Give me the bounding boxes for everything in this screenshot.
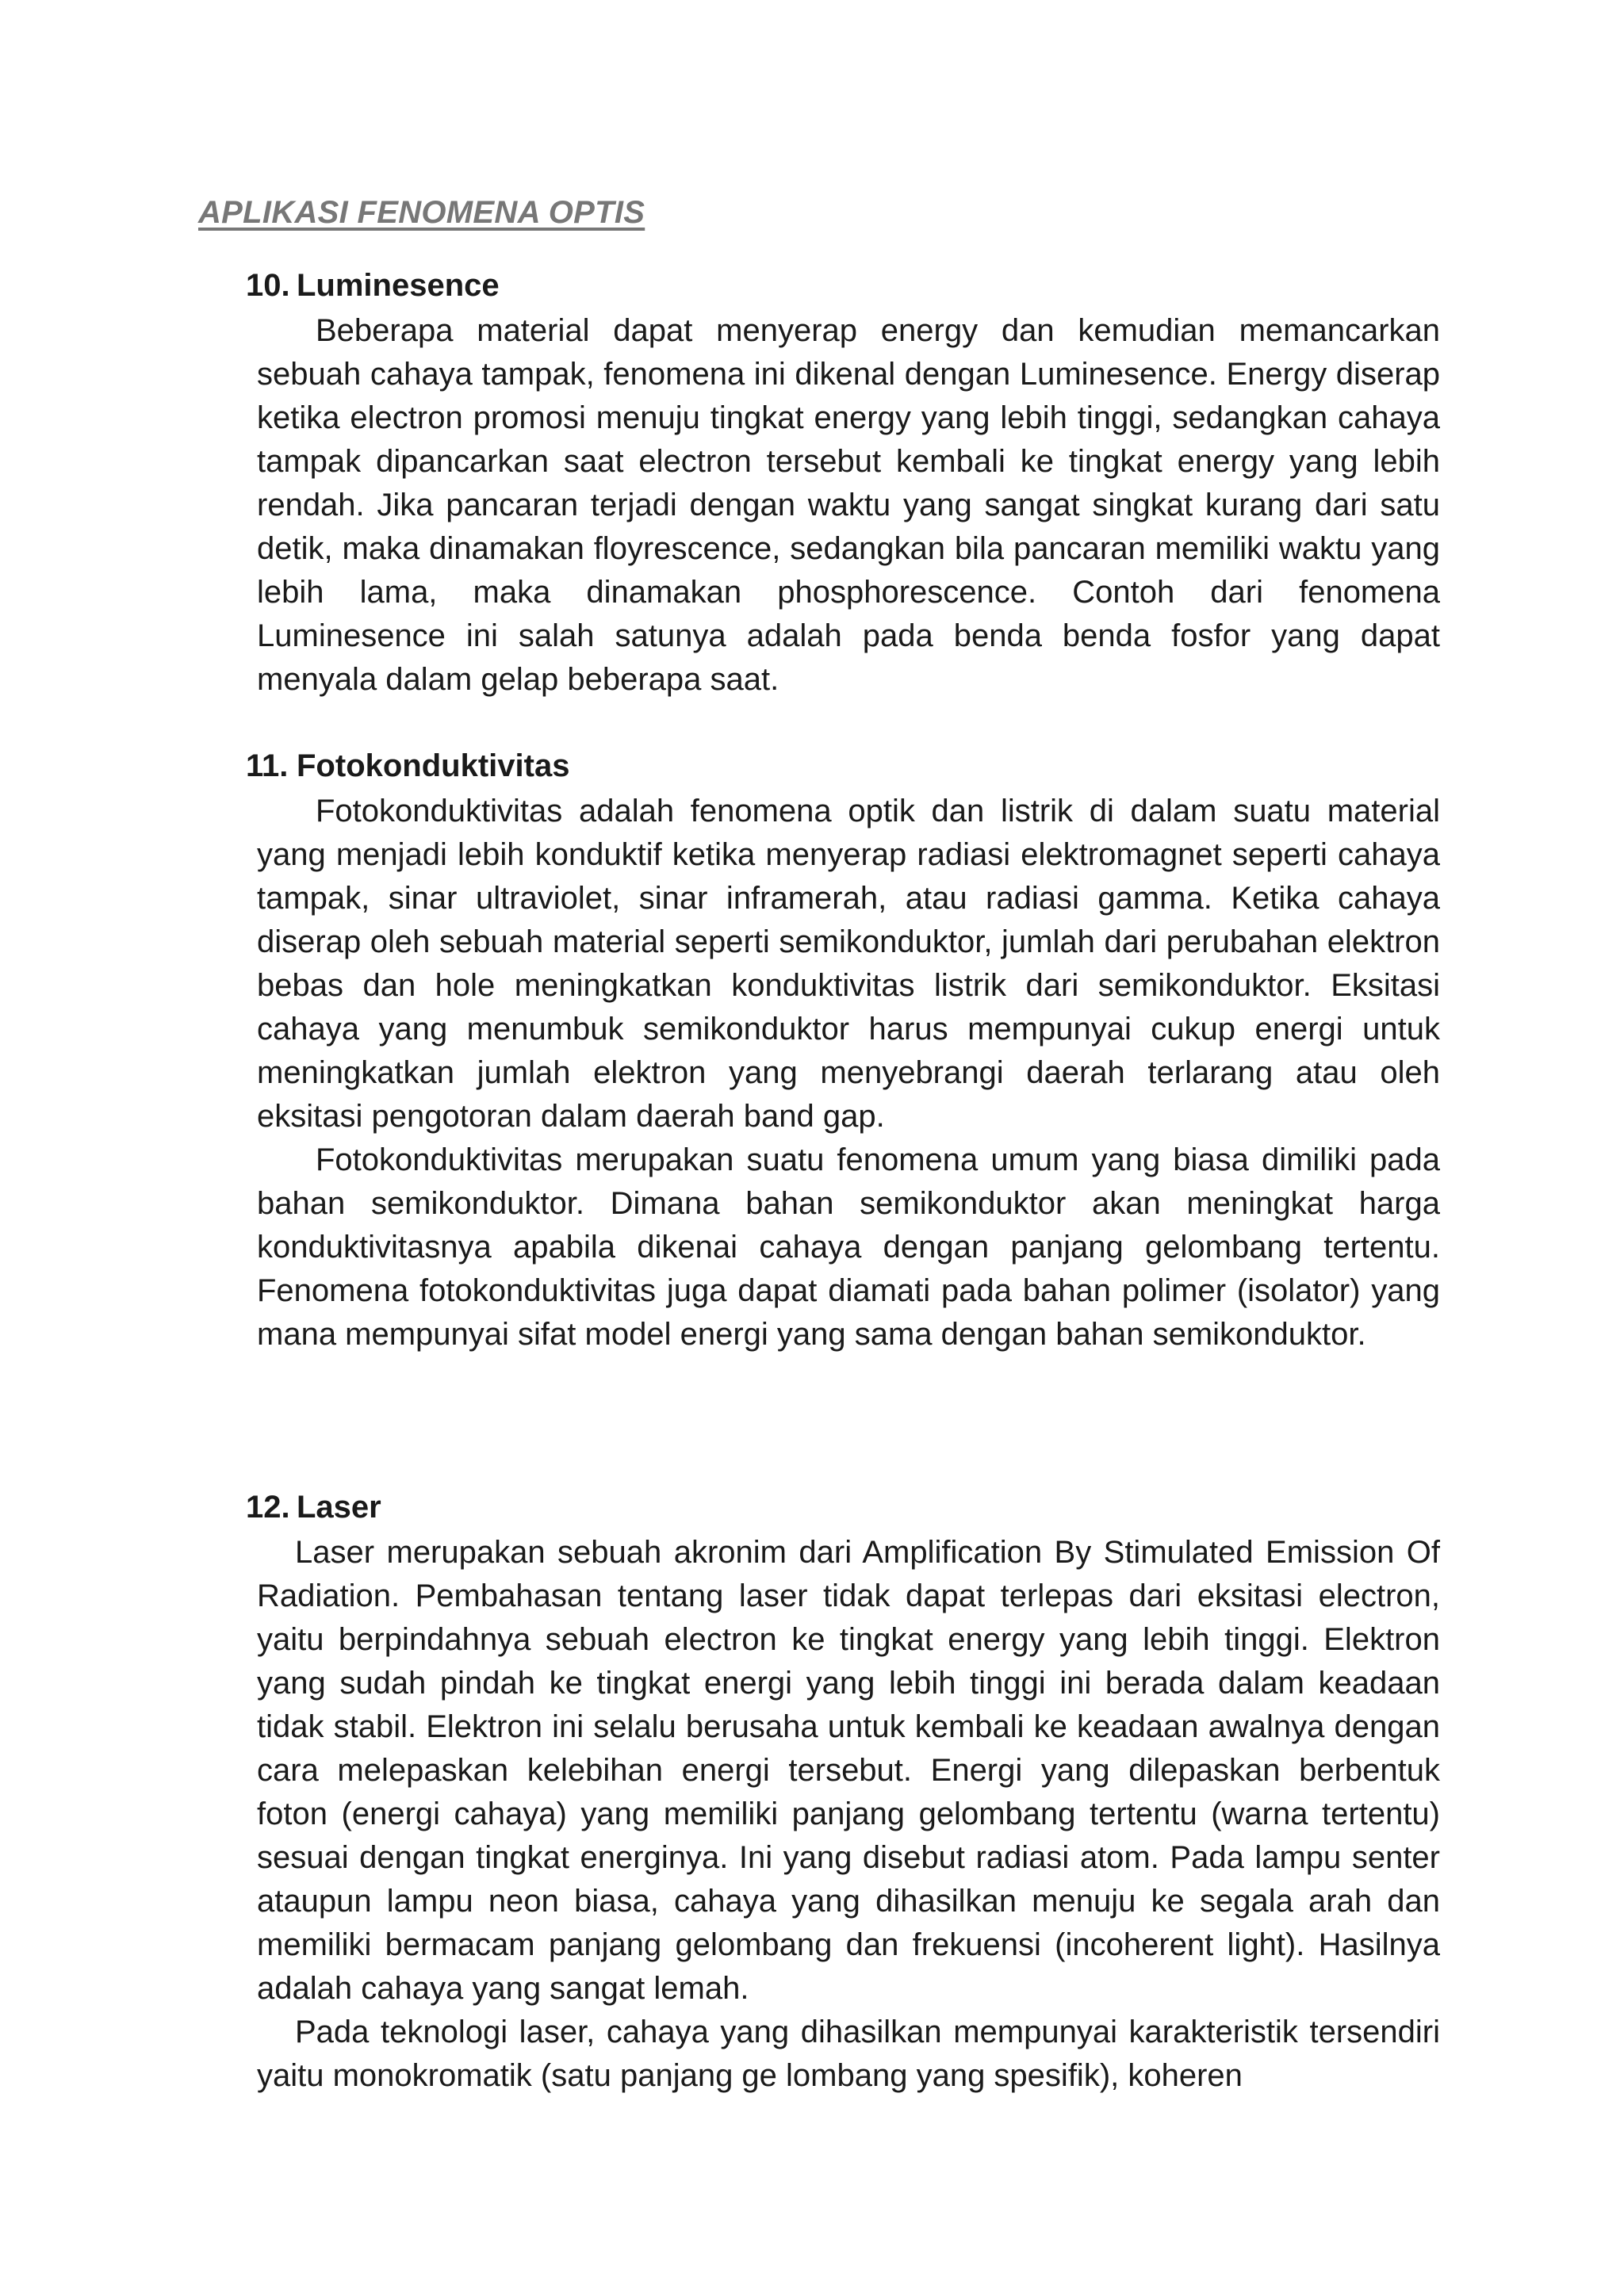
section-heading: [246, 1488, 1440, 1526]
section-title: Luminesence: [297, 268, 500, 303]
paragraph: Pada teknologi laser, cahaya yang dihasilkan mempunyai karakteristik tersendiri yaitu monokromatik (satu panjang ge lombang yang spesifik), koheren: [257, 2015, 1440, 2093]
document-title: APLIKASI FENOMENA OPTIS: [198, 195, 645, 230]
paragraph: Fotokonduktivitas adalah fenomena optik dan listrik di dalam suatu material yang menjadi lebih konduktif ketika menyerap radiasi elektromagnet seperti cahaya tampak, sinar ultraviolet, sinar inframerah, atau radiasi gamma. Ketika cahaya diserap oleh sebuah material seperti semikonduktor, jumlah dari perubahan elektron bebas dan hole meningkatkan konduktivitas listrik dari semikonduktor. Eksitasi cahaya yang menumbuk semikonduktor harus mempunyai cukup energi untuk meningkatkan jumlah elektron yang menyebrangi daerah terlarang atau oleh eksitasi pengotoran dalam daerah band gap.: [257, 794, 1440, 1134]
section-number: 11.: [246, 748, 289, 783]
paragraph: Beberapa material dapat menyerap energy dan kemudian memancarkan sebuah cahaya tampak, fenomena ini dikenal dengan Luminesence. Energy diserap ketika electron promosi menuju tingkat energy yang lebih tinggi, sedangkan cahaya tampak dipancarkan saat electron tersebut kembali ke tingkat energy yang lebih rendah. Jika pancaran terjadi dengan waktu yang sangat singkat kurang dari satu detik, maka dinamakan floyrescence, sedangkan bila pancaran memiliki waktu yang lebih lama, maka dinamakan phosphorescence. Contoh dari fenomena Luminesence ini salah satunya adalah pada benda benda fosfor yang dapat menyala dalam gelap beberapa saat.: [257, 313, 1440, 697]
section-laser: [246, 1488, 1440, 2098]
paragraph: Fotokonduktivitas merupakan suatu fenomena umum yang biasa dimiliki pada bahan semikonduktor. Dimana bahan semikonduktor akan meningkat harga konduktivitasnya apabila dikenai cahaya dengan panjang gelombang tertentu. Fenomena fotokonduktivitas juga dapat diamati pada bahan polimer (isolator) yang mana mempunyai sifat model energi yang sama dengan bahan semikonduktor.: [257, 1142, 1440, 1352]
section-title: Laser: [297, 1490, 381, 1525]
section-number: 10.: [246, 268, 290, 303]
section-heading: [246, 266, 1440, 304]
section-number: 12.: [246, 1490, 290, 1525]
section-luminesence: [246, 266, 1440, 702]
section-fotokonduktivitas: [246, 747, 1440, 1357]
section-title: Fotokonduktivitas: [297, 748, 570, 783]
paragraph: Laser merupakan sebuah akronim dari Amplification By Stimulated Emission Of Radiation. Pembahasan tentang laser tidak dapat terlepas dari eksitasi electron, yaitu berpindahnya sebuah electron ke tingkat energy yang lebih tinggi. Elektron yang sudah pindah ke tingkat energi yang lebih tinggi ini berada dalam keadaan tidak stabil. Elektron ini selalu berusaha untuk kembali ke keadaan awalnya dengan cara melepaskan kelebihan energi tersebut. Energi yang dilepaskan berbentuk foton (energi cahaya) yang memiliki panjang gelombang tertentu (warna tertentu) sesuai dengan tingkat energinya. Ini yang disebut radiasi atom. Pada lampu senter ataupun lampu neon biasa, cahaya yang dihasilkan menuju ke segala arah dan memiliki bermacam panjang gelombang dan frekuensi (incoherent light). Hasilnya adalah cahaya yang sangat lemah.: [257, 1535, 1440, 2006]
section-heading: [246, 747, 1440, 785]
